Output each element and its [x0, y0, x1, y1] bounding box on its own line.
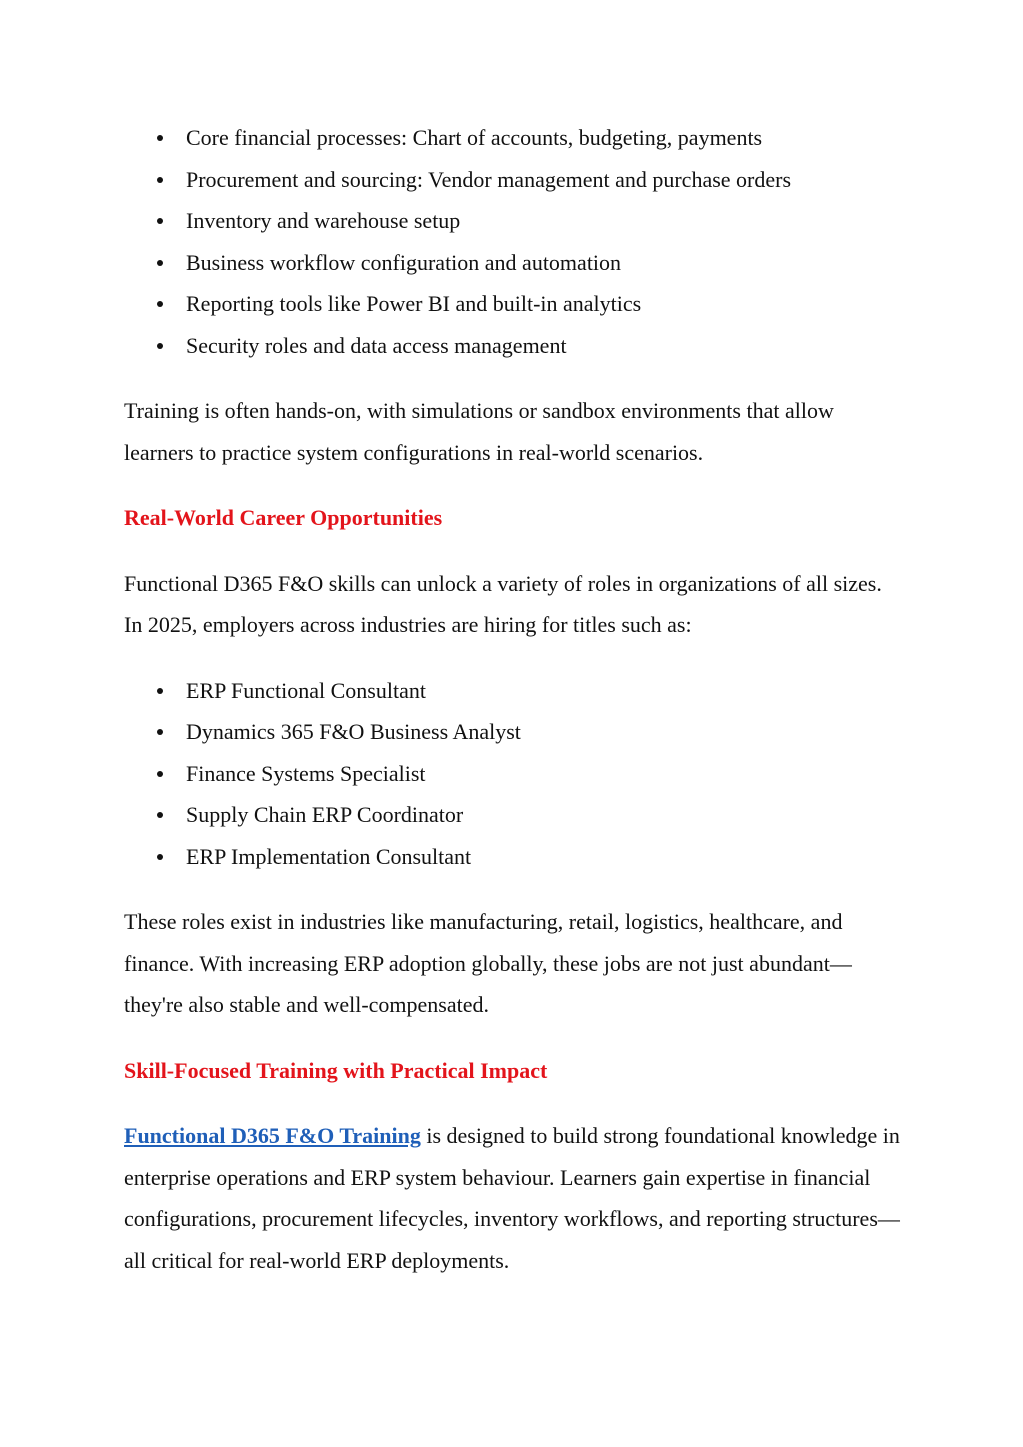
list-item: ERP Implementation Consultant	[124, 836, 904, 878]
bullet-icon	[157, 854, 163, 860]
list-item: ERP Functional Consultant	[124, 670, 904, 712]
bullet-icon	[157, 218, 163, 224]
list-item: Finance Systems Specialist	[124, 753, 904, 795]
list-item: Procurement and sourcing: Vendor management and purchase orders	[124, 159, 904, 201]
list-item: Core financial processes: Chart of accounts, budgeting, payments	[124, 117, 904, 159]
training-description-paragraph	[124, 1115, 904, 1281]
bullet-icon	[157, 812, 163, 818]
industries-paragraph: These roles exist in industries like manufacturing, retail, logistics, healthcare, and finance. With increasing ERP adoption globally, these jobs are not just abundant—they're also stable and well-compensated.	[124, 909, 852, 1017]
list-item: Business workflow configuration and automation	[124, 242, 904, 284]
bullet-icon	[157, 771, 163, 777]
list-item: Dynamics 365 F&O Business Analyst	[124, 711, 904, 753]
bullet-icon	[157, 729, 163, 735]
list-item: Reporting tools like Power BI and built-in analytics	[124, 283, 904, 325]
document-page	[124, 117, 904, 1281]
list-item: Inventory and warehouse setup	[124, 200, 904, 242]
training-paragraph: Training is often hands-on, with simulations or sandbox environments that allow learners to practice system configurations in real-world scenarios.	[124, 398, 834, 465]
module-list	[124, 117, 904, 366]
bullet-icon	[157, 177, 163, 183]
list-item: Security roles and data access management	[124, 325, 904, 367]
bullet-icon	[157, 260, 163, 266]
roles-list	[124, 670, 904, 878]
section-heading-career: Real-World Career Opportunities	[124, 505, 443, 530]
bullet-icon	[157, 343, 163, 349]
training-description-text: is designed to build strong foundational knowledge in enterprise operations and ERP system behaviour. Learners gain expertise in financial configurations, procurement lifecycles, inventory workflows, and reporting structures—all critical for real-world ERP deployments.	[124, 1123, 900, 1273]
training-link[interactable]: Functional D365 F&O Training	[124, 1123, 421, 1148]
career-paragraph: Functional D365 F&O skills can unlock a variety of roles in organizations of all sizes. In 2025, employers across industries are hiring for titles such as:	[124, 570, 882, 637]
bullet-icon	[157, 135, 163, 141]
list-item: Supply Chain ERP Coordinator	[124, 794, 904, 836]
bullet-icon	[157, 688, 163, 694]
section-heading-training: Skill-Focused Training with Practical Impact	[124, 1057, 548, 1083]
bullet-icon	[157, 301, 163, 307]
